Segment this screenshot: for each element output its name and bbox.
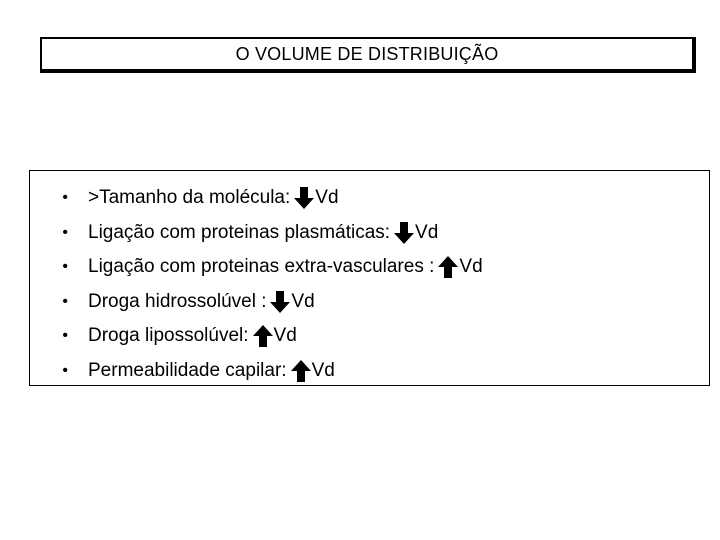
- up-arrow-icon: [253, 325, 273, 347]
- bullet-marker: •: [62, 258, 68, 276]
- bullet-marker: •: [62, 361, 68, 379]
- item-suffix: Vd: [311, 359, 335, 381]
- list-item: [30, 181, 483, 216]
- list-item: [30, 354, 483, 389]
- down-arrow-icon: [394, 222, 414, 244]
- title-box: [40, 37, 696, 73]
- list-item: [30, 285, 483, 320]
- item-suffix: Vd: [315, 187, 339, 209]
- item-suffix: Vd: [459, 256, 483, 278]
- bullet-marker: •: [62, 292, 68, 310]
- up-arrow-icon: [438, 256, 458, 278]
- bullet-marker: •: [62, 223, 68, 241]
- item-text: Ligação com proteinas extra-vasculares :: [88, 256, 435, 278]
- item-text: Permeabilidade capilar:: [88, 359, 287, 381]
- list-item: [30, 250, 483, 285]
- content-box: [29, 170, 710, 386]
- bullet-marker: •: [62, 327, 68, 345]
- down-arrow-icon: [270, 291, 290, 313]
- down-arrow-icon: [294, 187, 314, 209]
- item-text: >Tamanho da molécula:: [88, 187, 291, 209]
- item-text: Ligação com proteinas plasmáticas:: [88, 221, 391, 243]
- item-suffix: Vd: [291, 290, 315, 312]
- bullet-marker: •: [62, 189, 68, 207]
- item-text: Droga hidrossolúvel :: [88, 290, 267, 312]
- item-suffix: Vd: [415, 221, 439, 243]
- list-item: [30, 216, 483, 251]
- up-arrow-icon: [291, 360, 311, 382]
- list-item: [30, 319, 483, 354]
- item-suffix: Vd: [273, 325, 297, 347]
- item-text: Droga lipossolúvel:: [88, 325, 249, 347]
- slide-title: O VOLUME DE DISTRIBUIÇÃO: [235, 43, 499, 64]
- bullet-list: [30, 181, 483, 388]
